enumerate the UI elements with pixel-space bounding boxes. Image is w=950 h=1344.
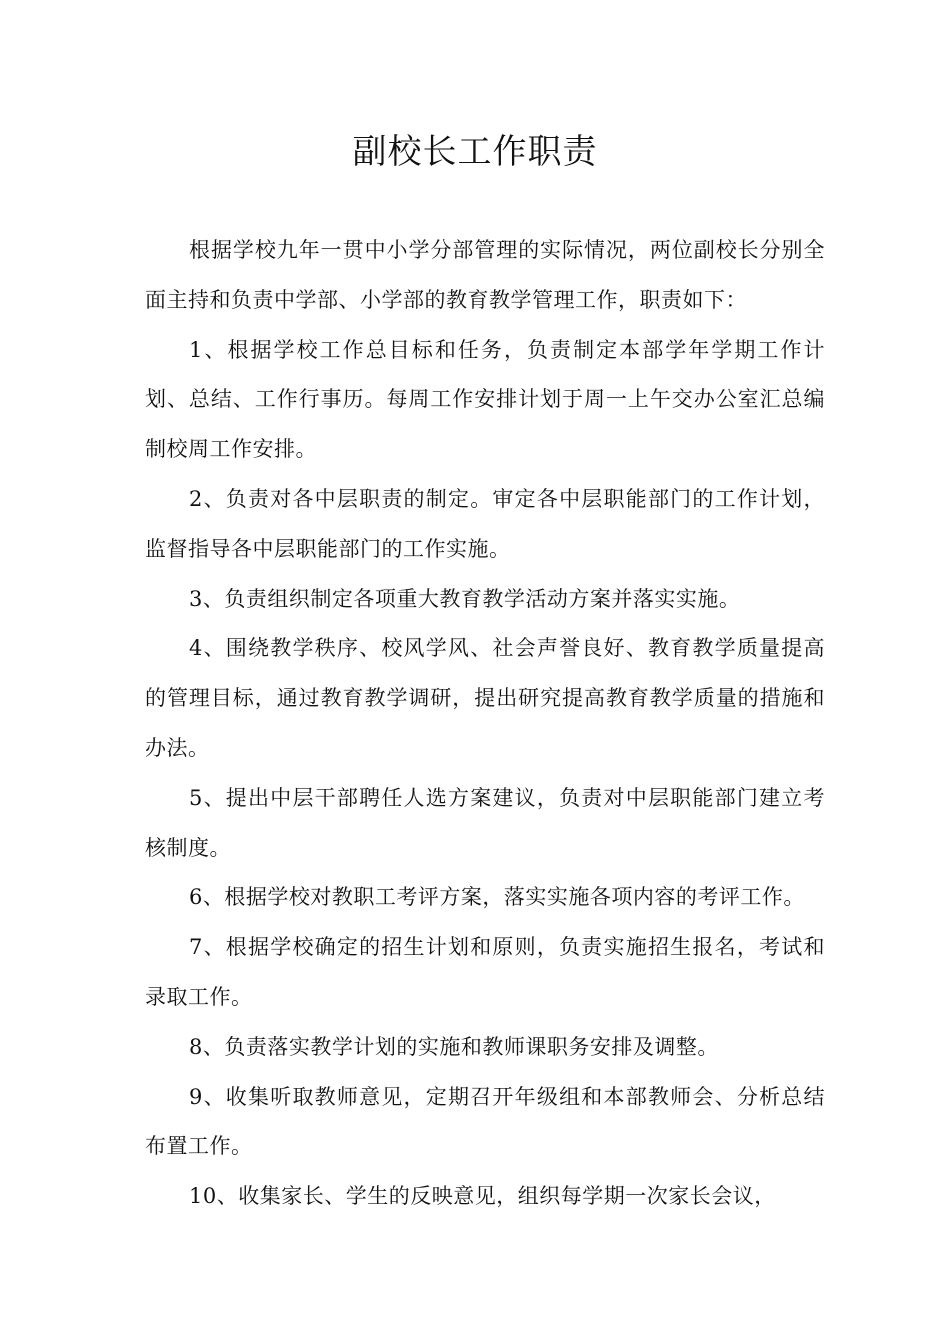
paragraph-intro: 根据学校九年一贯中小学分部管理的实际情况，两位副校长分别全面主持和负责中学部、小学部的教育教学管理工作，职责如下：: [145, 238, 825, 312]
paragraph-duty-8: 8、负责落实教学计划的实施和教师课职务安排及调整。: [189, 1034, 719, 1059]
paragraph-duty-4: 4、围绕教学秩序、校风学风、社会声誉良好、教育教学质量提高的管理目标，通过教育教学调研，提出研究提高教育教学质量的措施和办法。: [145, 636, 825, 760]
paragraph-duty-2: 2、负责对各中层职责的制定。审定各中层职能部门的工作计划，监督指导各中层职能部门的工作实施。: [145, 486, 825, 561]
paragraph-duty-6: 6、根据学校对教职工考评方案，落实实施各项内容的考评工作。: [189, 885, 805, 910]
paragraph-duty-10: 10、收集家长、学生的反映意见，组织每学期一次家长会议，: [189, 1184, 776, 1209]
paragraph-duty-9: 9、收集听取教师意见，定期召开年级组和本部教师会、分析总结布置工作。: [145, 1084, 825, 1159]
document-body: [145, 226, 825, 1222]
paragraph-duty-5: 5、提出中层干部聘任人选方案建议，负责对中层职能部门建立考核制度。: [145, 785, 825, 860]
paragraph-duty-7: 7、根据学校确定的招生计划和原则，负责实施招生报名，考试和录取工作。: [145, 935, 825, 1009]
document-title: 副校长工作职责: [352, 132, 598, 172]
paragraph-duty-3: 3、负责组织制定各项重大教育教学活动方案并落实实施。: [189, 586, 741, 611]
paragraph-duty-1: 1、根据学校工作总目标和任务，负责制定本部学年学期工作计划、总结、工作行事历。每周工作安排计划于周一上午交办公室汇总编制校周工作安排。: [145, 337, 825, 462]
